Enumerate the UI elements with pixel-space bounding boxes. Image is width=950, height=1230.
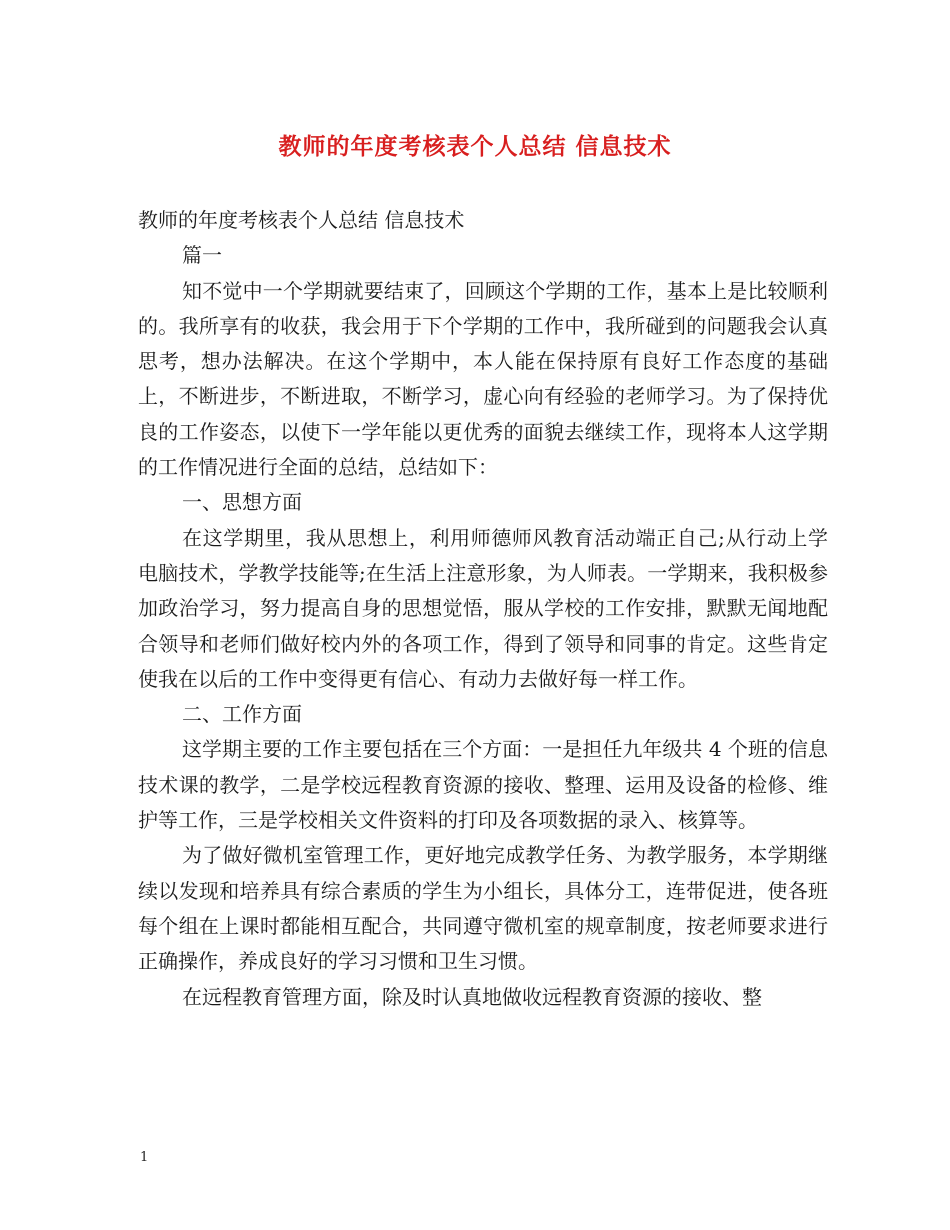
section-heading-work: 二、工作方面 <box>182 702 302 727</box>
section-label: 篇一 <box>182 243 222 268</box>
paragraph-intro: 知不觉中一个学期就要结束了，回顾这个学期的工作，基本上是比较顺利的。我所享有的收获，我会用于下个学期的工作中，我所碰到的问题我会认真思考，想办法解决。在这个学期中，本人能在保持原有良好工作态度的基础上，不断进步，不断进取，不断学习，虚心向有经验的老师学习。为了保持优良的工作姿态，以使下一学年能以更优秀的面貌去继续工作，现将本人这学期的工作情况进行全面的总结，总结如下： <box>138 278 828 480</box>
paragraph-thought: 在这学期里，我从思想上，利用师德师风教育活动端正自己;从行动上学电脑技术，学教学技能等;在生活上注意形象，为人师表。一学期来，我积极参加政治学习，努力提高自身的思想觉悟，服从学校的工作安排，默默无闻地配合领导和老师们做好校内外的各项工作，得到了领导和同事的肯定。这些肯定使我在以后的工作中变得更有信心、有动力去做好每一样工作。 <box>138 525 828 691</box>
paragraph-work-overview: 这学期主要的工作主要包括在三个方面：一是担任九年级共 4 个班的信息技术课的教学，二是学校远程教育资源的接收、整理、运用及设备的检修、维护等工作，三是学校相关文件资料的打印及各项数据的录入、核算等。 <box>138 737 828 833</box>
document-title: 教师的年度考核表个人总结 信息技术 <box>278 133 672 160</box>
paragraph-computer-lab: 为了做好微机室管理工作，更好地完成教学任务、为教学服务，本学期继续以发现和培养具有综合素质的学生为小组长，具体分工，连带促进，使各班每个组在上课时都能相互配合，共同遵守微机室的规章制度，按老师要求进行正确操作，养成良好的学习习惯和卫生习惯。 <box>138 843 828 974</box>
body-heading: 教师的年度考核表个人总结 信息技术 <box>138 208 465 232</box>
paragraph-remote-education: 在远程教育管理方面，除及时认真地做收远程教育资源的接收、整 <box>182 984 762 1009</box>
document-body <box>138 203 828 1015</box>
section-heading-thought: 一、思想方面 <box>182 490 302 515</box>
page-number: 1 <box>140 1150 149 1165</box>
